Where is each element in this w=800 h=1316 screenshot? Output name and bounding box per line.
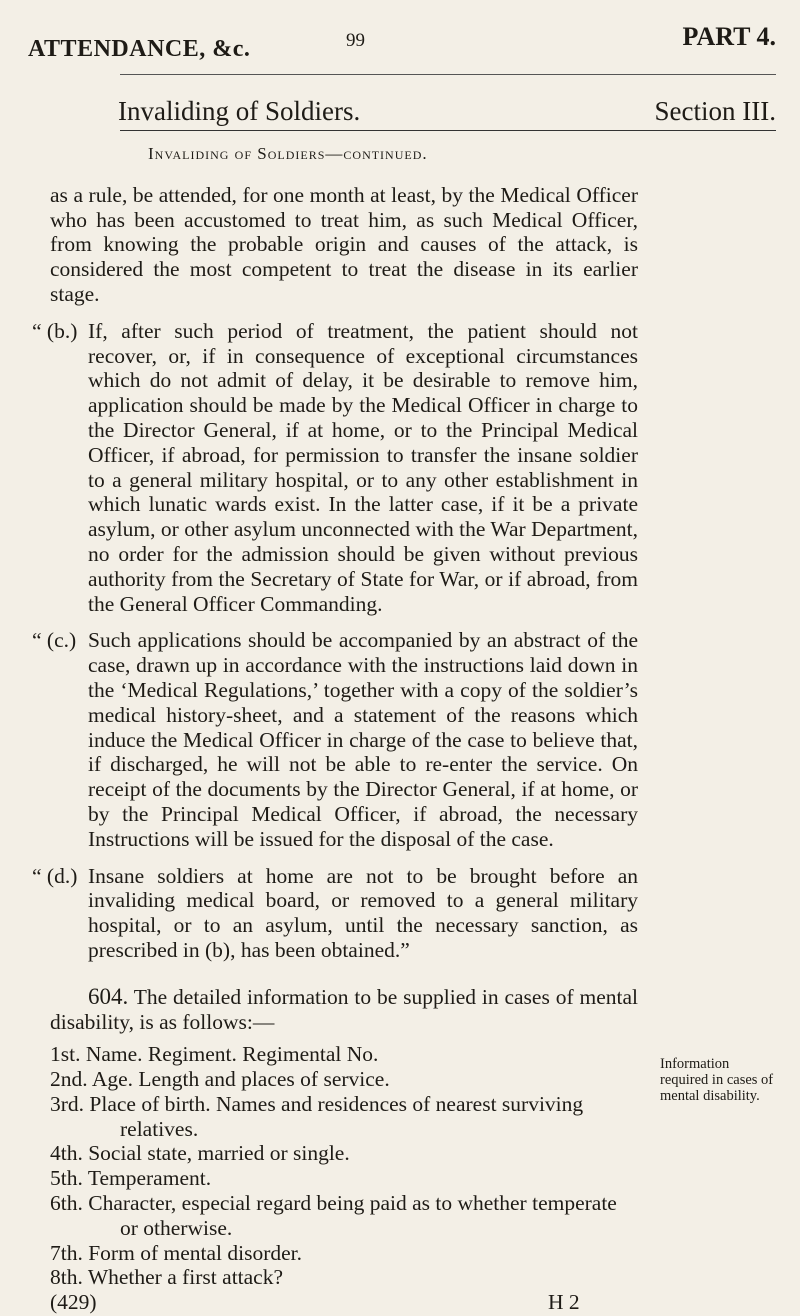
header-rule: [120, 130, 776, 131]
margin-note: Information required in cases of mental disability.: [660, 1056, 774, 1104]
part-label: PART 4.: [682, 22, 776, 51]
clause-b-label: “ (b.): [32, 318, 78, 343]
clause-d: [32, 863, 638, 963]
printer-number: (429): [50, 1290, 97, 1315]
information-list: [50, 1042, 638, 1290]
section-number: Section III.: [654, 96, 776, 126]
running-head: [28, 22, 776, 62]
list-item: 2nd. Age. Length and places of service.: [50, 1067, 390, 1092]
footer: [50, 1290, 638, 1316]
section-header: [118, 76, 776, 128]
page-number: 99: [346, 30, 365, 51]
list-item: 6th. Character, especial regard being paid as to whether temperate or otherwise.: [50, 1191, 617, 1240]
signature-mark: H 2: [548, 1290, 580, 1315]
running-head-title: ATTENDANCE, &c.: [28, 36, 251, 62]
list-item: 5th. Temperament.: [50, 1166, 212, 1191]
clause-c-label: “ (c.): [32, 628, 77, 653]
top-rule: [120, 74, 776, 75]
clause-c-text: Such applications should be accompanied by an abstract of the case, drawn up in accordance with the instructions laid down in the ‘Medical Regulations,’ together with a copy of the soldier’s medical history-sheet, and a statement of the reasons which induce the Medical Officer in charge of the case to believe that, if discharged, he will not be able to re-enter the service. On receipt of the documents by the Director General, if at home, or by the Principal Medical Officer, if abroad, the necessary Instructions will be issued for the disposal of the case.: [88, 628, 638, 851]
opening-paragraph: as a rule, be attended, for one month at least, by the Medical Officer who has been accustomed to treat him, as such Medical Officer, from knowing the probable origin and causes of the attack, is considered the most competent to treat the disease in its earlier stage.: [50, 182, 638, 306]
body-text: [32, 142, 638, 1316]
clause-c: [32, 628, 638, 851]
list-item: 3rd. Place of birth. Names and residences of nearest surviving relatives.: [50, 1091, 584, 1141]
clause-d-label: “ (d.): [32, 863, 78, 888]
clause-b: [32, 318, 638, 617]
paragraph-604: [50, 985, 638, 1035]
clause-d-text: Insane soldiers at home are not to be brought before an invaliding medical board, or removed to a general military hospital, or to an asylum, until the necessary sanction, as prescribed in (b), has been obtained.”: [88, 863, 638, 962]
paragraph-604-text: The detailed information to be supplied in cases of mental disability, is as follows:—: [50, 984, 638, 1034]
clause-b-text: If, after such period of treatment, the patient should not recover, or, if in consequence of exceptional circumstances which do not admit of delay, it be desirable to remove him, application should be made by the Medical Officer in charge to the Director General, if at home, or to the Principal Medical Officer, if abroad, for permission to transfer the insane soldier to a general military hospital, or to any other establishment in which lunatic wards exist. In the latter case, if it be a private asylum, or other asylum unconnected with the War Department, no order for the admission should be given without previous authority from the Secretary of State for War, or if abroad, from the General Officer Commanding.: [88, 318, 638, 616]
list-item: 1st. Name. Regiment. Regimental No.: [50, 1042, 379, 1067]
list-item: 4th. Social state, married or single.: [50, 1141, 350, 1166]
section-title: Invaliding of Soldiers.: [118, 96, 361, 126]
paragraph-number: 604.: [88, 983, 129, 1009]
list-item: 8th. Whether a first attack?: [50, 1265, 284, 1290]
continued-heading: Invaliding of Soldiers—continued.: [148, 144, 428, 163]
list-item: 7th. Form of mental disorder.: [50, 1240, 302, 1265]
